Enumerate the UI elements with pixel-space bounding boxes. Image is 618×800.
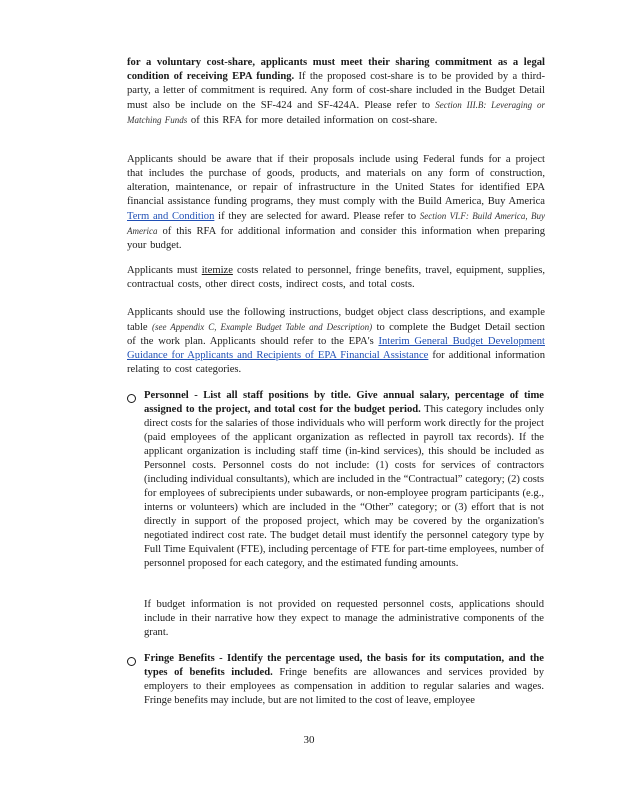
appendix-reference: (see Appendix C, Example Budget Table and Description) bbox=[151, 322, 373, 332]
personnel-item bbox=[144, 389, 544, 571]
personnel-text: This category includes only direct costs for the salaries of those individuals who will perform work directly for the project (paid employees of the applicant organization as reflected in payroll tax records). If the applicant organization is including staff time (in-kind services), this should be included as Personnel costs. Personnel costs do not include: (1) costs for services of contractors (including individual consultants), which are included in the “Contractual” category; (2) costs for employees of subrecipients under subawards, or non-employee program participants (e.g., interns or volunteers) which are included in the “Other” category; or (3) effort that is not directly in support of the proposed project, which may be covered by the organization's negotiated indirect cost rate. The budget detail must identify the personnel category type by Full Time Equivalent (FTE), including percentage of FTE for part-time employees, number of personnel proposed for each category, and the estimated funding amounts. bbox=[144, 404, 544, 569]
term-and-condition-link[interactable]: Term and Condition bbox=[127, 211, 215, 222]
personnel-lead: Personnel - List all staff positions by title. Give annual salary, percentage of time assigned to the project, and total cost for the budget period. bbox=[144, 390, 544, 415]
fringe-lead: Fringe Benefits - Identify the percentage used, the basis for its computation, and the types of benefits included. bbox=[144, 653, 544, 678]
cost-share-text-end: of this RFA for more detailed information on cost-share. bbox=[187, 115, 438, 126]
instructions-text: Applicants should use the following instructions, budget object class descriptions, and example table bbox=[127, 307, 545, 333]
instructions-paragraph bbox=[127, 306, 545, 377]
section-reference: Section VI.F: Build America, Buy America bbox=[127, 211, 545, 236]
cost-share-lead: for a voluntary cost-share, applicants must meet their sharing commitment as a legal condition of receiving EPA funding. bbox=[127, 57, 545, 82]
cost-share-paragraph bbox=[127, 56, 545, 128]
bullet-icon bbox=[127, 657, 136, 666]
section-reference: Section III.B: Leveraging or Matching Funds bbox=[127, 100, 545, 125]
build-america-text: Applicants should be aware that if their proposals include using Federal funds for a project that includes the purchase of goods, products, and materials on any form of construction, alteration, maintenance, or repair of infrastructure in the United States for identified EPA financial assistance funding programs, they must comply with the Build America, Buy America bbox=[127, 154, 545, 207]
fringe-text: Fringe benefits are allowances and services provided by employers to their employees as compensation in addition to regular salaries and wages. Fringe benefits may include, but are not limited to the cost of leave, employee bbox=[144, 667, 544, 706]
fringe-benefits-item bbox=[144, 652, 544, 708]
bullet-icon bbox=[127, 394, 136, 403]
page-number: 30 bbox=[303, 734, 315, 746]
itemize-text: Applicants must bbox=[127, 265, 202, 276]
build-america-text-mid: if they are selected for award. Please refer to bbox=[214, 211, 420, 222]
personnel-note: If budget information is not provided on requested personnel costs, applications should include in their narrative how they expect to manage the administrative components of the grant. bbox=[144, 599, 544, 638]
budget-guidance-link[interactable]: Interim General Budget Development Guidance for Applicants and Recipients of EPA Financial Assistance bbox=[127, 336, 545, 361]
itemize-paragraph bbox=[127, 264, 545, 292]
instructions-text-end: for additional information relating to cost categories. bbox=[127, 350, 545, 375]
instructions-text-mid: to complete the Budget Detail section of the work plan. Applicants should refer to the EPA's bbox=[127, 322, 545, 347]
build-america-text-end: of this RFA for additional information and consider this information when preparing your budget. bbox=[127, 226, 545, 251]
itemize-text-end: costs related to personnel, fringe benefits, travel, equipment, supplies, contractual costs, other direct costs, indirect costs, and total costs. bbox=[127, 265, 545, 290]
itemize-word: itemize bbox=[201, 265, 233, 276]
cost-share-text: If the proposed cost-share is to be provided by a third-party, a letter of commitment is required. Any form of cost-share included in the Budget Detail must also be include on the SF-424 and SF-424A. Please refer to bbox=[127, 71, 545, 111]
build-america-paragraph bbox=[127, 153, 545, 253]
